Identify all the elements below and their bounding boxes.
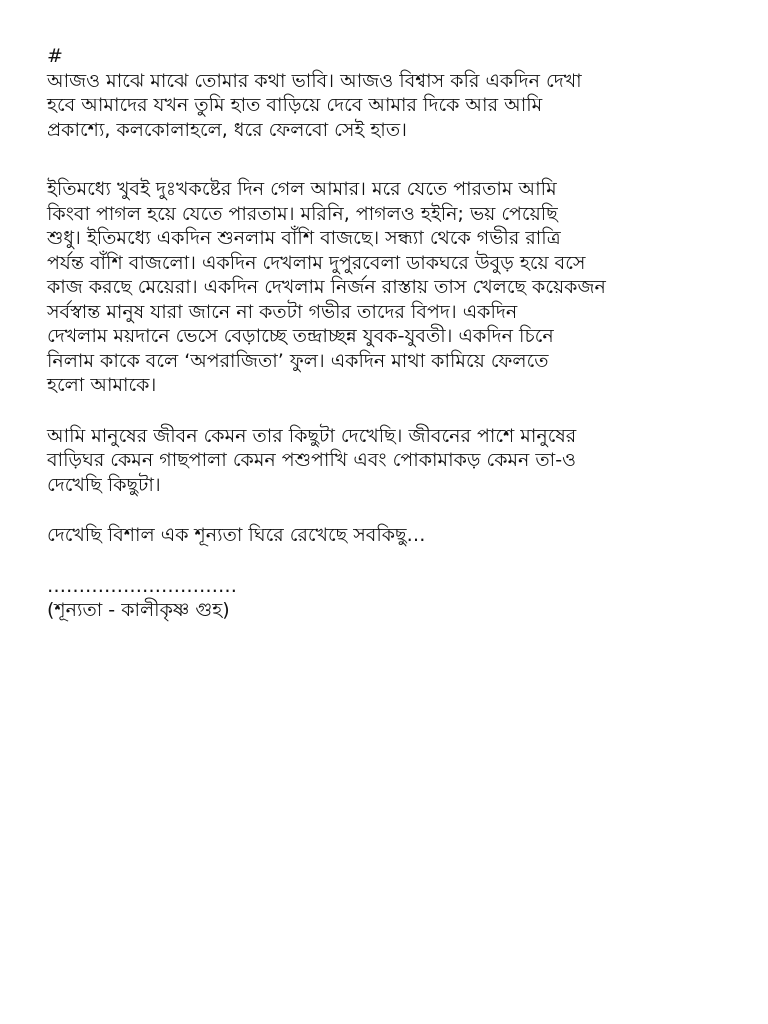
stanza-3-line-2: বাড়িঘর কেমন গাছপালা কেমন পশুপাখি এবং পোকামাকড় কেমন তা-ও: [47, 449, 577, 471]
stanza-3-line-1: আমি মানুষের জীবন কেমন তার কিছুটা দেখেছি। জীবনের পাশে মানুষের: [47, 424, 577, 447]
attribution: (শূন্যতা - কালীকৃষ্ণ গুহ): [47, 599, 230, 621]
stanza-2-line-1: ইতিমধ্যে খুবই দুঃখকষ্টের দিন গেল আমার। মরে যেতে পারতাম আমি: [47, 178, 557, 200]
stanza-2-line-7: দেখলাম ময়দানে ভেসে বেড়াচ্ছে তন্দ্রাচ্ছন্ন যুবক-যুবতী। একদিন চিনে: [47, 325, 554, 347]
spacer: [47, 142, 727, 177]
stanza-2: [47, 177, 727, 398]
stanza-2-line-2: কিংবা পাগল হয়ে যেতে পারতাম। মরিনি, পাগলও হইনি; ভয় পেয়েছি: [47, 202, 558, 225]
spacer: [47, 398, 727, 424]
stanza-1-line-3: প্রকাশ্যে, কলকোলাহলে, ধরে ফেলবো সেই হাত।: [47, 118, 407, 141]
stanza-3-line-3: দেখেছি কিছুটা।: [47, 473, 161, 496]
stanza-1-line-1: আজও মাঝে মাঝে তোমার কথা ভাবি। আজও বিশ্বাস করি একদিন দেখা: [47, 69, 582, 92]
document-page: [47, 44, 727, 623]
stanza-4: [47, 523, 727, 548]
stanza-2-line-8: নিলাম কাকে বলে ‘অপরাজিতা’ ফুল। একদিন মাথা কামিয়ে ফেলতে: [47, 349, 549, 372]
stanza-2-line-3: শুধু। ইতিমধ্যে একদিন শুনলাম বাঁশি বাজছে। সন্ধ্যা থেকে গভীর রাত্রি: [47, 227, 561, 249]
separator-dots: …………………………: [47, 574, 237, 597]
stanza-2-line-6: সর্বস্বান্ত মানুষ যারা জানে না কতটা গভীর তাদের বিপদ। একদিন: [47, 300, 518, 323]
heading-hash: #: [47, 45, 63, 67]
spacer: [47, 548, 727, 574]
stanza-2-line-5: কাজ করছে মেয়েরা। একদিন দেখলাম নির্জন রাস্তায় তাস খেলছে কয়েকজন: [47, 276, 606, 298]
stanza-2-line-9: হলো আমাকে।: [47, 374, 157, 396]
stanza-1-line-2: হবে আমাদের যখন তুমি হাত বাড়িয়ে দেবে আমার দিকে আর আমি: [47, 94, 543, 116]
stanza-3: [47, 424, 727, 498]
stanza-2-line-4: পর্যন্ত বাঁশি বাজলো। একদিন দেখলাম দুপুরবেলা ডাকঘরে উবুড় হয়ে বসে: [47, 251, 586, 274]
stanza-1: [47, 69, 727, 143]
spacer: [47, 497, 727, 523]
stanza-4-line-1: দেখেছি বিশাল এক শূন্যতা ঘিরে রেখেছে সবকিছু…: [47, 524, 426, 546]
